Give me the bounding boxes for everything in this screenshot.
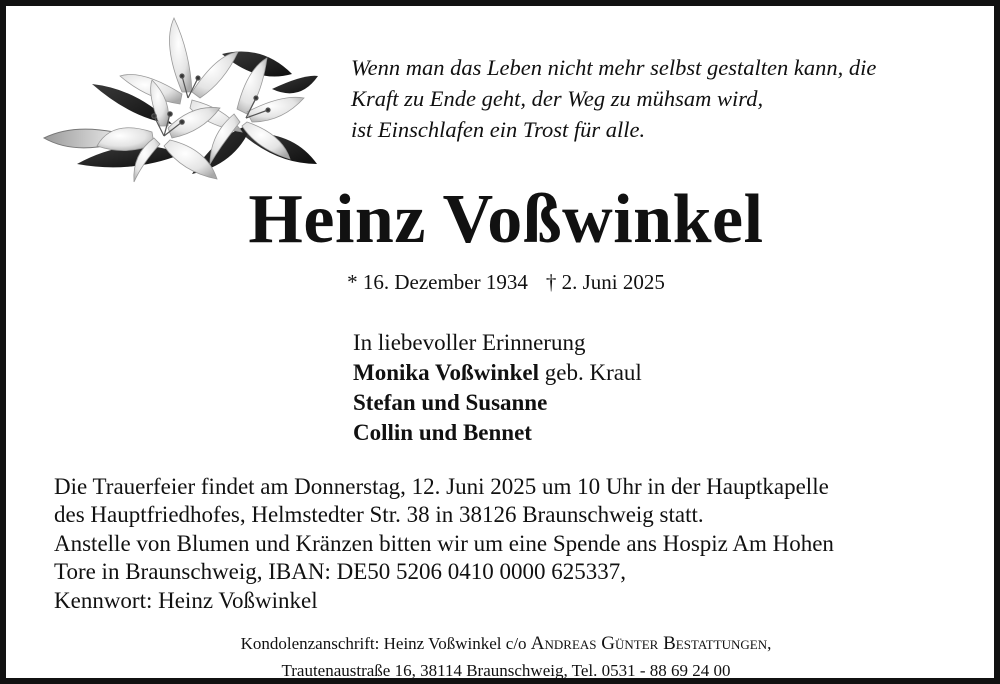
lily-flowers-icon	[42, 14, 322, 186]
spouse-maiden-name: geb. Kraul	[539, 360, 642, 385]
quote-line: Kraft zu Ende geht, der Weg zu mühsam wird,	[351, 86, 764, 111]
condolence-address	[6, 630, 1000, 684]
spouse-line	[353, 358, 642, 388]
announcement-line: des Hauptfriedhofes, Helmstedter Str. 38 in 38126 Braunschweig statt.	[54, 502, 704, 528]
memorial-quote	[351, 52, 971, 145]
announcement-line: Anstelle von Blumen und Kränzen bitten wir um eine Spende ans Hospiz Am Hohen	[54, 530, 834, 556]
quote-line: Wenn man das Leben nicht mehr selbst gestalten kann, die	[351, 55, 877, 80]
announcement-line: Tore in Braunschweig, IBAN: DE50 5206 0410 0000 625337,	[54, 559, 627, 585]
announcement-line: Die Trauerfeier findet am Donnerstag, 12. Juni 2025 um 10 Uhr in der Hauptkapelle	[54, 474, 829, 499]
mourners-list	[353, 328, 642, 448]
birth-date: * 16. Dezember 1934	[347, 270, 528, 294]
death-date: † 2. Juni 2025	[545, 270, 665, 294]
remembrance-intro: In liebevoller Erinnerung	[353, 330, 586, 355]
life-dates	[6, 268, 1000, 296]
funeral-home-address: Trautenaustraße 16, 38114 Braunschweig, Tel. 0531 - 88 69 24 00	[281, 661, 731, 680]
spouse-name: Monika Voßwinkel	[353, 360, 539, 385]
condolence-line: Kondolenzanschrift: Heinz Voßwinkel c/o Andreas Günter Bestattungen,	[240, 633, 772, 654]
quote-line: ist Einschlafen ein Trost für alle.	[351, 117, 646, 142]
deceased-name: Heinz Voßwinkel	[248, 181, 764, 258]
family-member: Collin und Bennet	[353, 420, 532, 445]
funeral-home-name: Andreas Günter Bestattungen	[530, 633, 768, 654]
announcement-line: Kennwort: Heinz Voßwinkel	[54, 587, 318, 613]
family-member: Stefan und Susanne	[353, 390, 548, 415]
funeral-announcement	[54, 473, 974, 615]
